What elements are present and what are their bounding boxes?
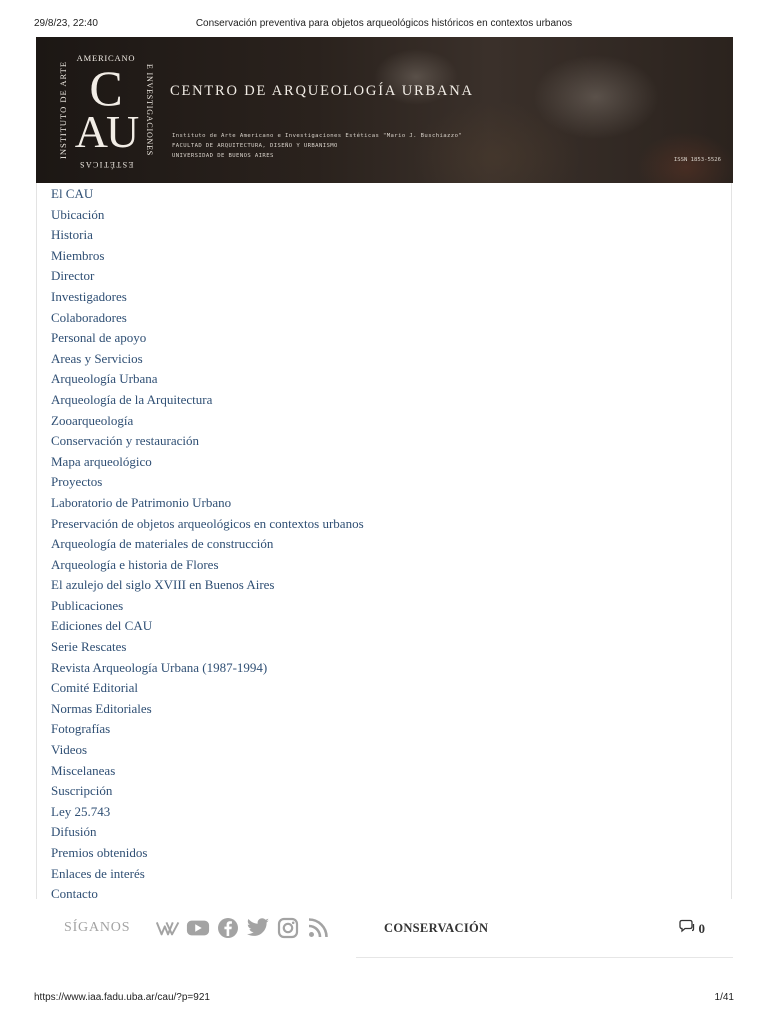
menu-list [51, 184, 364, 905]
menu-item[interactable]: Enlaces de interés [51, 865, 145, 881]
menu-item[interactable]: Historia [51, 227, 93, 243]
menu-item[interactable]: Arqueología e historia de Flores [51, 556, 219, 572]
menu-item[interactable]: Areas y Servicios [51, 350, 143, 366]
menu-item[interactable]: Mapa arqueológico [51, 453, 152, 469]
logo-top-text: AMERICANO [76, 53, 136, 63]
site-subtitle [172, 131, 462, 161]
divider [356, 957, 733, 958]
social-links [156, 915, 330, 941]
post-meta-bar [36, 900, 733, 958]
menu-item[interactable]: Conservación y restauración [51, 433, 200, 449]
menu-item[interactable]: Ubicación [51, 206, 105, 222]
print-title: Conservación preventiva para objetos arqueológicos históricos en contextos urbanos [195, 18, 573, 29]
menu-item[interactable]: Arqueología de materiales de construcción [51, 536, 274, 552]
menu-item[interactable]: El CAU [51, 186, 94, 201]
menu-item[interactable]: Videos [51, 742, 88, 758]
menu-item[interactable]: Preservación de objetos arqueológicos en contextos urbanos [51, 515, 364, 531]
rss-icon[interactable] [306, 916, 330, 940]
menu-item[interactable]: Proyectos [51, 474, 103, 490]
menu-item[interactable]: El azulejo del siglo XVIII en Buenos Aires [51, 577, 275, 593]
menu-item[interactable]: Miembros [51, 247, 105, 263]
print-date: 29/8/23, 22:40 [34, 18, 98, 29]
menu-item[interactable]: Colaboradores [51, 309, 127, 325]
menu-item[interactable]: Revista Arqueología Urbana (1987-1994) [51, 659, 268, 675]
menu-item[interactable]: Arqueología de la Arquitectura [51, 391, 213, 407]
menu-item[interactable]: Suscripción [51, 783, 113, 799]
post-category-link[interactable]: CONSERVACIÓN [384, 921, 489, 935]
menu-item[interactable]: Zooarqueología [51, 412, 134, 428]
menu-item[interactable]: Difusión [51, 824, 97, 840]
subtitle-faculty: FACULTAD DE ARQUITECTURA, DISEÑO Y URBANISMO [172, 143, 338, 149]
wikipedia-icon[interactable] [156, 916, 180, 940]
menu-item[interactable]: Premios obtenidos [51, 845, 148, 860]
comments-link[interactable] [679, 919, 706, 938]
follow-us-label: SÍGANOS [64, 920, 131, 935]
facebook-icon[interactable] [216, 916, 240, 940]
twitter-icon[interactable] [246, 916, 270, 940]
site-banner[interactable] [36, 37, 733, 183]
cau-logo[interactable] [58, 51, 154, 169]
site-title: CENTRO DE ARQUEOLOGÍA URBANA [170, 83, 474, 99]
menu-item[interactable]: Laboratorio de Patrimonio Urbano [51, 494, 232, 510]
comment-count: 0 [698, 920, 705, 936]
menu-item[interactable]: Ley 25.743 [51, 803, 111, 819]
subtitle-institute: Instituto de Arte Americano e Investigaciones Estéticas "Mario J. Buschiazzo" [172, 133, 463, 139]
menu-item[interactable]: Investigadores [51, 288, 127, 304]
youtube-icon[interactable] [186, 916, 210, 940]
instagram-icon[interactable] [276, 916, 300, 940]
main-navigation [36, 183, 732, 902]
menu-item[interactable]: Contacto [51, 886, 98, 902]
logo-left-text: INSTITUTO DE ARTE [58, 60, 68, 160]
menu-item[interactable]: Publicaciones [51, 597, 124, 613]
menu-item[interactable]: Normas Editoriales [51, 700, 152, 716]
menu-item[interactable]: Serie Rescates [51, 639, 127, 655]
logo-letters-au: AU [74, 106, 138, 157]
menu-item[interactable]: Personal de apoyo [51, 330, 147, 346]
logo-letter-c: C [89, 60, 123, 116]
print-page-number: 1/41 [714, 992, 734, 1003]
issn-label: ISSN 1853-5526 [673, 157, 721, 163]
menu-item[interactable]: Miscelaneas [51, 762, 116, 778]
comment-icon [679, 919, 695, 938]
subtitle-university: UNIVERSIDAD DE BUENOS AIRES [172, 153, 274, 159]
menu-item[interactable]: Comité Editorial [51, 680, 139, 696]
logo-right-text: E INVESTIGACIONES [145, 63, 154, 157]
print-header [0, 0, 768, 36]
menu-item[interactable]: Director [51, 268, 95, 284]
logo-bottom-text: ESTÉTICAS [78, 160, 134, 169]
menu-item[interactable]: Fotografías [51, 721, 111, 737]
menu-item[interactable]: Ediciones del CAU [51, 618, 153, 634]
print-url: https://www.iaa.fadu.uba.ar/cau/?p=921 [34, 992, 210, 1003]
menu-item[interactable]: Arqueología Urbana [51, 371, 158, 387]
